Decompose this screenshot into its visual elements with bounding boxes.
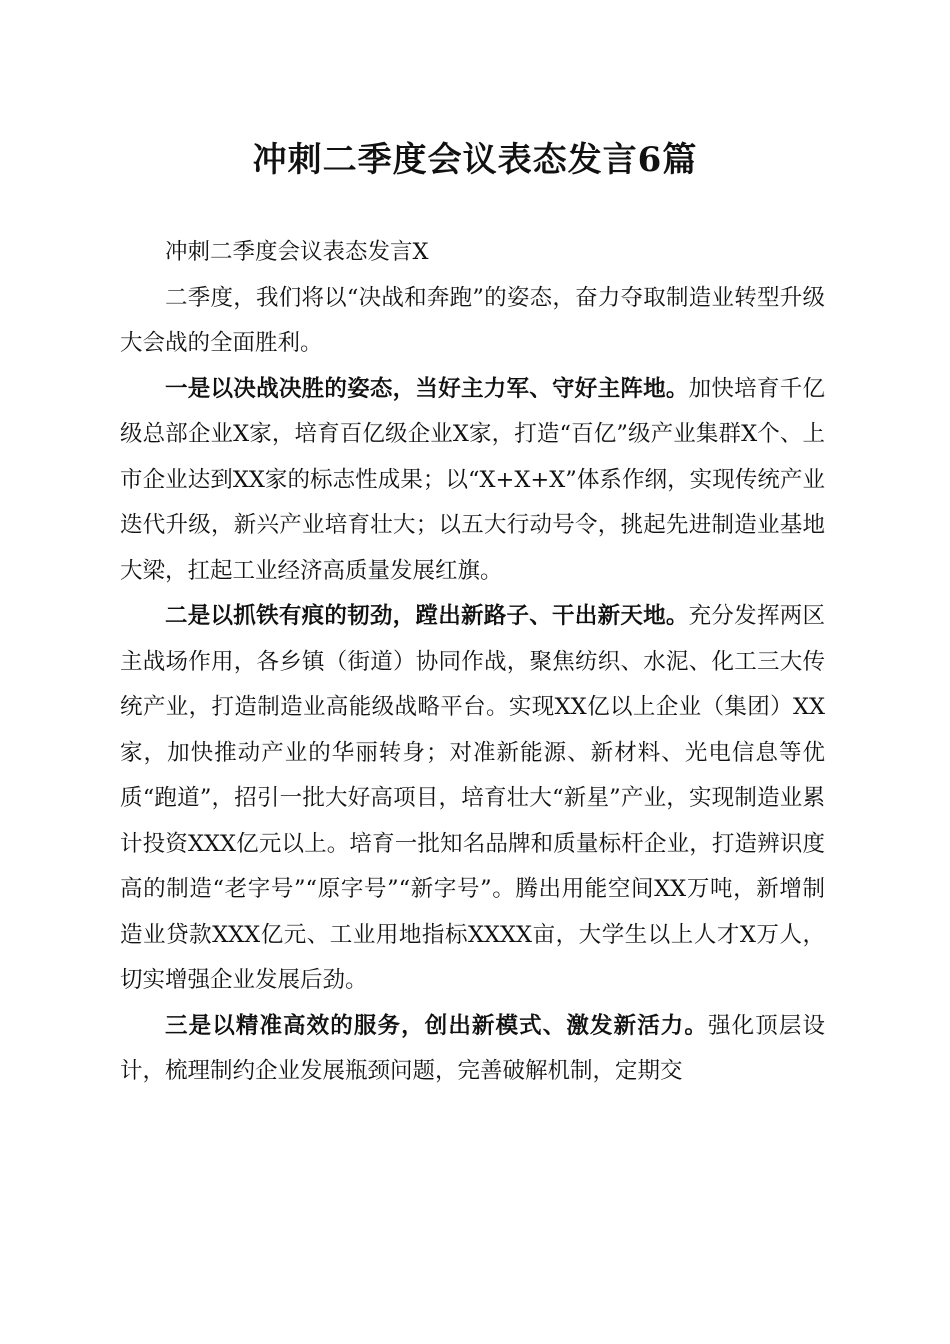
section-3-lead: 三是以精准高效的服务，创出新模式、激发新活力。 bbox=[165, 1012, 709, 1039]
document-title: 冲刺二季度会议表态发言6篇 bbox=[252, 140, 698, 180]
section-1-text: 加快培育千亿级总部企业X家，培育百亿级企业X家，打造“百亿”级产业集群X个、上市企业达到XX家的标志性成果；以“X+X+X”体系作纲，实现传统产业迭代升级，新兴产业培育壮大；以五大行动号令，挑起先进制造业基地大梁，扛起工业经济高质量发展红旗。 bbox=[120, 375, 825, 584]
section-1-lead: 一是以决战决胜的姿态，当好主力军、守好主阵地。 bbox=[165, 375, 689, 402]
section-3-text: 强化顶层设计，梳理制约企业发展瓶颈问题，完善破解机制，定期交 bbox=[120, 1012, 825, 1084]
section-2-text: 充分发挥两区主战场作用，各乡镇（街道）协同作战，聚焦纺织、水泥、化工三大传统产业，打造制造业高能级战略平台。实现XX亿以上企业（集团）XX家，加快推动产业的华丽转身；对准新能源、新材料、光电信息等优质“跑道”，招引一批大好高项目，培育壮大“新星”产业，实现制造业累计投资XXX亿元以上。培育一批知名品牌和质量标杆企业，打造辨识度高的制造“老字号”“原字号”“新字号”。腾出用能空间XX万吨，新增制造业贷款XXX亿元、工业用地指标XXXX亩，大学生以上人才X万人，切实增强企业发展后劲。 bbox=[120, 603, 825, 993]
section-2-lead: 二是以抓铁有痕的韧劲，蹚出新路子、干出新天地。 bbox=[165, 603, 689, 629]
section-paragraph-1 bbox=[120, 367, 825, 595]
intro-paragraph: 二季度，我们将以“决战和奔跑”的姿态，奋力夺取制造业转型升级大会战的全面胜利。 bbox=[120, 284, 825, 356]
section-paragraph-2 bbox=[120, 594, 825, 1004]
section-paragraph-3 bbox=[120, 1004, 825, 1095]
document-body bbox=[120, 230, 825, 1095]
document-subtitle: 冲刺二季度会议表态发言X bbox=[165, 239, 429, 265]
